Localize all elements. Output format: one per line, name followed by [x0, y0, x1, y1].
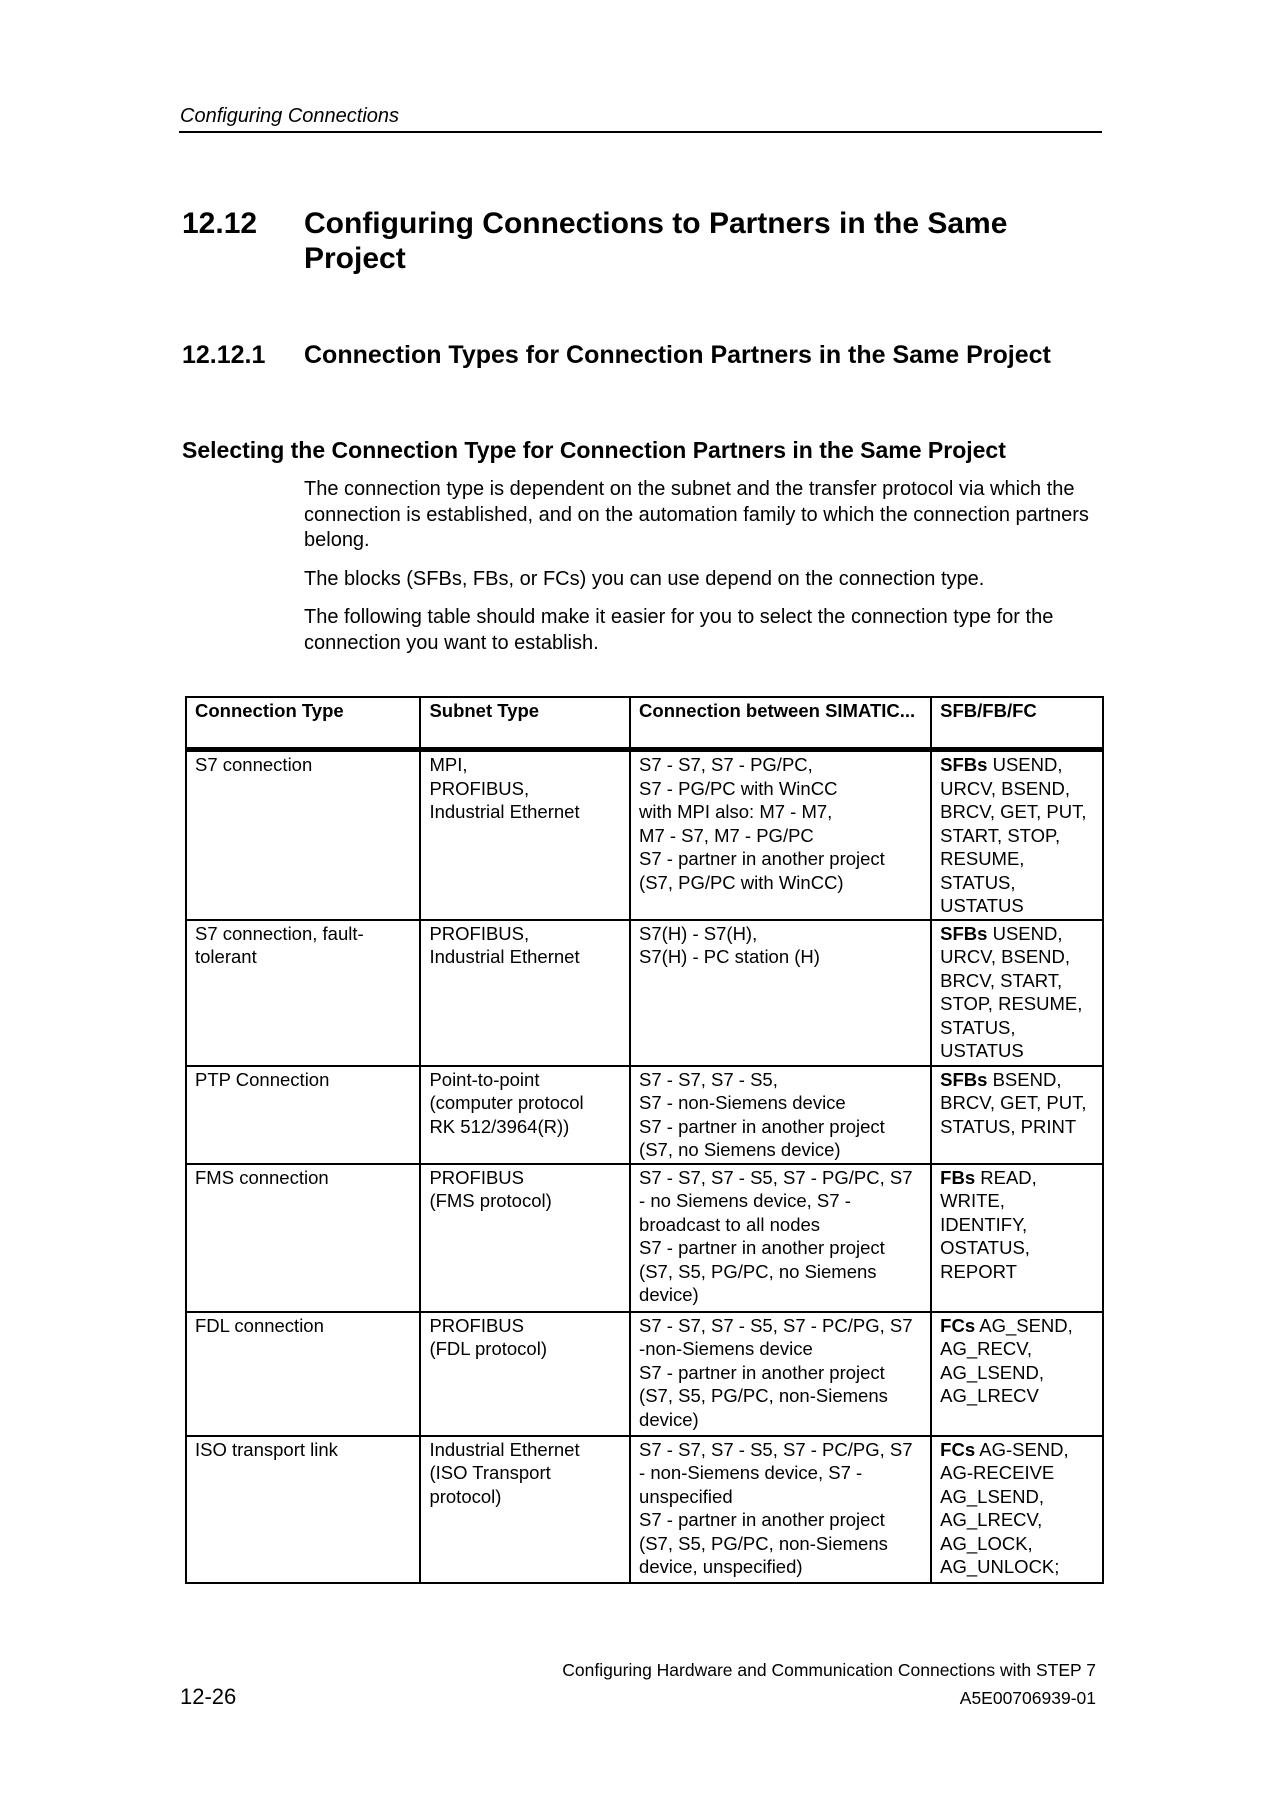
cell-connection-between: [630, 1164, 931, 1312]
cell-connection-type: S7 connection: [186, 750, 420, 920]
block-type: FCs: [940, 1438, 976, 1460]
cell-line: S7 - partner in another project (S7, S5, PG/PC, non-Siemens device, unspecified): [639, 1509, 888, 1577]
cell-line: S7 - partner in another project (S7, S5, PG/PC, no Siemens device): [639, 1237, 885, 1305]
block-list: AG_SEND, AG_RECV, AG_LSEND, AG_LRECV: [940, 1314, 1073, 1406]
cell-line: MPI,: [429, 754, 468, 775]
block-type: SFBs: [940, 1068, 988, 1090]
cell-subnet-type: [420, 920, 630, 1066]
column-header-subnet-type: Subnet Type: [420, 697, 630, 750]
paragraph: The blocks (SFBs, FBs, or FCs) you can use depend on the connection type.: [304, 567, 985, 590]
cell-connection-type: PTP Connection: [186, 1066, 420, 1164]
cell-line: (S7, PG/PC with WinCC): [639, 871, 844, 893]
table-row: [186, 750, 1103, 920]
cell-connection-between: [630, 1066, 931, 1164]
cell-subnet-type: [420, 1436, 630, 1583]
cell-line: S7 - partner in another project: [639, 848, 885, 869]
paragraph: The following table should make it easier for you to select the connection type for the connection you want to establish.: [304, 606, 1054, 654]
paragraph: The connection type is dependent on the subnet and the transfer protocol via which the connection is established, and on the automation family to which the connection partners belong.: [304, 478, 1089, 551]
cell-connection-type: ISO transport link: [186, 1436, 420, 1583]
cell-connection-between: [630, 920, 931, 1066]
block-list: AG-SEND, AG-RECEIVE AG_LSEND, AG_LRECV, AG_LOCK, AG_UNLOCK;: [940, 1438, 1069, 1577]
intro-text: [304, 477, 1104, 669]
cell-line: S7(H) - S7(H),: [639, 922, 758, 944]
cell-blocks: [931, 1436, 1103, 1583]
footer-manual-title: Configuring Hardware and Communication Connections with STEP 7: [562, 1660, 1096, 1680]
header-rule: [179, 131, 1102, 133]
cell-line: S7 - PG/PC with WinCC: [639, 777, 838, 799]
cell-connection-type: FMS connection: [186, 1164, 420, 1312]
column-header-connection-between: Connection between SIMATIC...: [630, 697, 931, 750]
cell-connection-between: [630, 1312, 931, 1436]
cell-line: protocol): [429, 1485, 502, 1507]
cell-line: RK 512/3964(R)): [429, 1115, 570, 1137]
table-row: [186, 1164, 1103, 1312]
cell-line: PROFIBUS: [429, 1314, 525, 1336]
cell-blocks: [931, 1066, 1103, 1164]
column-header-blocks: SFB/FB/FC: [931, 697, 1103, 750]
cell-line: M7 - S7, M7 - PG/PC: [639, 824, 814, 846]
cell-blocks: [931, 750, 1103, 920]
cell-line: Point-to-point: [429, 1068, 540, 1090]
page-number: 12-26: [180, 1684, 237, 1709]
cell-connection-type: FDL connection: [186, 1312, 420, 1436]
cell-blocks: [931, 920, 1103, 1066]
table-row: [186, 1312, 1103, 1436]
cell-subnet-type: [420, 1164, 630, 1312]
subsection-number: 12.12.1: [182, 341, 266, 369]
block-type: SFBs: [940, 754, 988, 775]
cell-line: Industrial Ethernet: [429, 1438, 580, 1460]
table-row: [186, 1436, 1103, 1583]
cell-connection-type: S7 connection, fault-tolerant: [186, 920, 420, 1066]
table-row: [186, 1066, 1103, 1164]
cell-line: S7 - S7, S7 - S5,: [639, 1068, 778, 1090]
cell-line: PROFIBUS,: [429, 922, 530, 944]
cell-line: with MPI also: M7 - M7,: [639, 801, 833, 822]
cell-subnet-type: [420, 1066, 630, 1164]
cell-line: (ISO Transport: [429, 1462, 551, 1483]
block-type: FBs: [940, 1166, 976, 1188]
table-header-row: [186, 697, 1103, 750]
cell-line: S7 - non-Siemens device: [639, 1092, 846, 1113]
block-list: USEND, URCV, BSEND, BRCV, GET, PUT, START, STOP, RESUME, STATUS, USTATUS: [940, 754, 1087, 916]
cell-line: S7 - S7, S7 - S5, S7 - PC/PG, S7 - non-Siemens device, S7 - unspecified: [639, 1438, 913, 1507]
document-code: A5E00706939-01: [959, 1688, 1096, 1708]
cell-line: PROFIBUS,: [429, 777, 530, 799]
cell-line: (FDL protocol): [429, 1338, 547, 1359]
cell-line: S7(H) - PC station (H): [639, 946, 820, 967]
block-list: READ, WRITE, IDENTIFY, OSTATUS, REPORT: [940, 1166, 1037, 1282]
cell-line: PROFIBUS: [429, 1166, 525, 1188]
section-number: 12.12: [182, 207, 258, 240]
cell-line: Industrial Ethernet: [429, 946, 580, 967]
column-header-connection-type: Connection Type: [186, 697, 420, 750]
connection-types-table: [185, 696, 1104, 1584]
cell-line: (S7, no Siemens device): [639, 1139, 841, 1160]
cell-line: (FMS protocol): [429, 1190, 552, 1211]
cell-subnet-type: [420, 1312, 630, 1436]
block-list: USEND, URCV, BSEND, BRCV, START, STOP, RESUME, STATUS, USTATUS: [940, 922, 1083, 1061]
block-list: BSEND, BRCV, GET, PUT, STATUS, PRINT: [940, 1068, 1087, 1137]
running-head: Configuring Connections: [180, 105, 400, 127]
block-type: FCs: [940, 1314, 976, 1336]
cell-line: (computer protocol: [429, 1092, 584, 1113]
subheading: Selecting the Connection Type for Connection Partners in the Same Project: [182, 437, 1006, 463]
cell-line: S7 - S7, S7 - PG/PC,: [639, 754, 813, 775]
cell-line: S7 - partner in another project (S7, S5, PG/PC, non-Siemens device): [639, 1361, 888, 1430]
table-row: [186, 920, 1103, 1066]
cell-line: S7 - S7, S7 - S5, S7 - PG/PC, S7 - no Siemens device, S7 - broadcast to all nodes: [639, 1166, 913, 1235]
block-type: SFBs: [940, 922, 988, 944]
cell-connection-between: [630, 750, 931, 920]
cell-subnet-type: [420, 750, 630, 920]
subsection-title: Connection Types for Connection Partners in the Same Project: [304, 341, 1051, 369]
cell-connection-between: [630, 1436, 931, 1583]
section-title: Configuring Connections to Partners in the Same Project: [304, 207, 1008, 275]
cell-line: Industrial Ethernet: [429, 801, 580, 822]
cell-blocks: [931, 1164, 1103, 1312]
cell-line: S7 - S7, S7 - S5, S7 - PC/PG, S7 -non-Siemens device: [639, 1314, 913, 1359]
cell-blocks: [931, 1312, 1103, 1436]
cell-line: S7 - partner in another project: [639, 1115, 885, 1137]
